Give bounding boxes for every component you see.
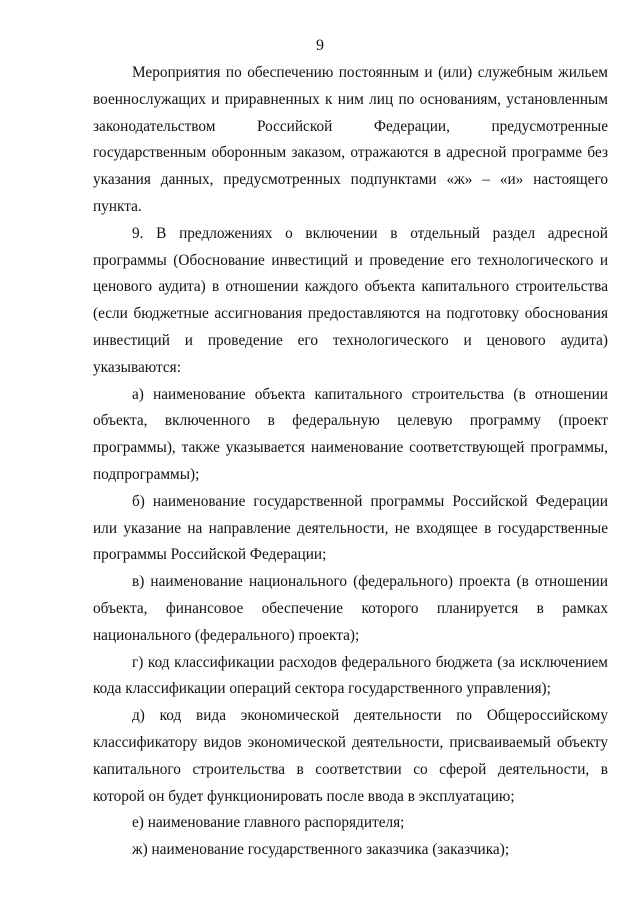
paragraph-subitem-zh: ж) наименование государственного заказчика (заказчика); (132, 841, 510, 859)
paragraph-subitem-a: а) наименование объекта капитального строительства (в отношении объекта, включенного в федеральную целевую программу (проект программы), также указывается наименование соответствующей программы, подпрограммы); (93, 385, 608, 483)
document-body (93, 60, 608, 864)
paragraph-housing-measures: Мероприятия по обеспечению постоянным и (или) служебным жильем военнослужащих и приравненных к ним лиц по основаниям, установленным законодательством Российской Федерации, предусмотренные государственным оборонным заказом, отражаются в адресной программе без указания данных, предусмотренных подпунктами «ж» – «и» настоящего пункта. (93, 64, 608, 215)
paragraph-item-9: 9. В предложениях о включении в отдельный раздел адресной программы (Обоснование инвестиций и проведение его технологического и ценового аудита) в отношении каждого объекта капитального строительства (если бюджетные ассигнования предоставляются на подготовку обоснования инвестиций и проведение его технологического и ценового аудита) указываются: (93, 224, 608, 376)
paragraph-subitem-e: е) наименование главного распорядителя; (132, 814, 405, 832)
paragraph-subitem-v: в) наименование национального (федерального) проекта (в отношении объекта, финансовое обеспечение которого планируется в рамках национального (федерального) проекта); (93, 573, 608, 644)
page-number: 9 (316, 37, 324, 54)
paragraph-subitem-g: г) код классификации расходов федерального бюджета (за исключением кода классификации операций сектора государственного управления); (93, 653, 608, 698)
paragraph-subitem-d: д) код вида экономической деятельности по Общероссийскому классификатору видов экономической деятельности, присваиваемый объекту капитального строительства в соответствии со сферой деятельности, в которой он будет функционировать после ввода в эксплуатацию; (93, 707, 608, 805)
paragraph-subitem-b: б) наименование государственной программы Российской Федерации или указание на направление деятельности, не входящее в государственные программы Российской Федерации; (93, 492, 608, 564)
